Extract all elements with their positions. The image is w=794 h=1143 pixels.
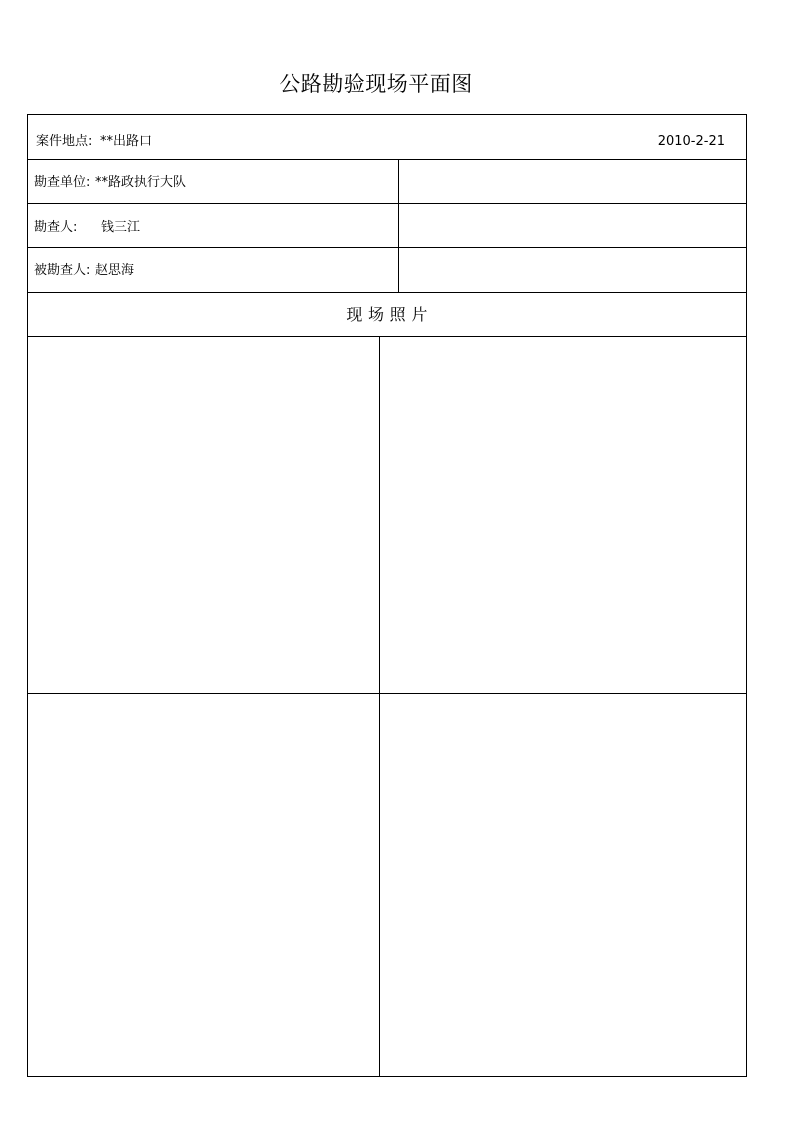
divider bbox=[28, 203, 746, 204]
survey-unit-label: 勘查单位: bbox=[34, 175, 91, 190]
case-location-label: 案件地点: bbox=[36, 134, 93, 149]
photo-slot-top-right bbox=[380, 337, 746, 693]
divider bbox=[28, 247, 746, 248]
case-date: 2010-2-21 bbox=[657, 134, 725, 149]
surveyed-person-value: 赵思海 bbox=[95, 263, 135, 278]
divider bbox=[28, 159, 746, 160]
survey-form bbox=[27, 114, 747, 1077]
surveyor-value: 钱三江 bbox=[101, 220, 141, 235]
photo-slot-bottom-right bbox=[380, 694, 746, 1076]
surveyor-label: 勘查人: bbox=[34, 220, 78, 235]
surveyed-person-label: 被勘查人: bbox=[34, 263, 91, 278]
case-location-value: **出路口 bbox=[100, 134, 153, 149]
photo-section-header: 现 场 照 片 bbox=[346, 305, 428, 324]
divider bbox=[398, 159, 399, 293]
photo-slot-bottom-left bbox=[28, 694, 379, 1076]
survey-unit-value: **路政执行大队 bbox=[95, 175, 187, 190]
page-title: 公路勘验现场平面图 bbox=[279, 72, 473, 96]
photo-slot-top-left bbox=[28, 337, 379, 693]
